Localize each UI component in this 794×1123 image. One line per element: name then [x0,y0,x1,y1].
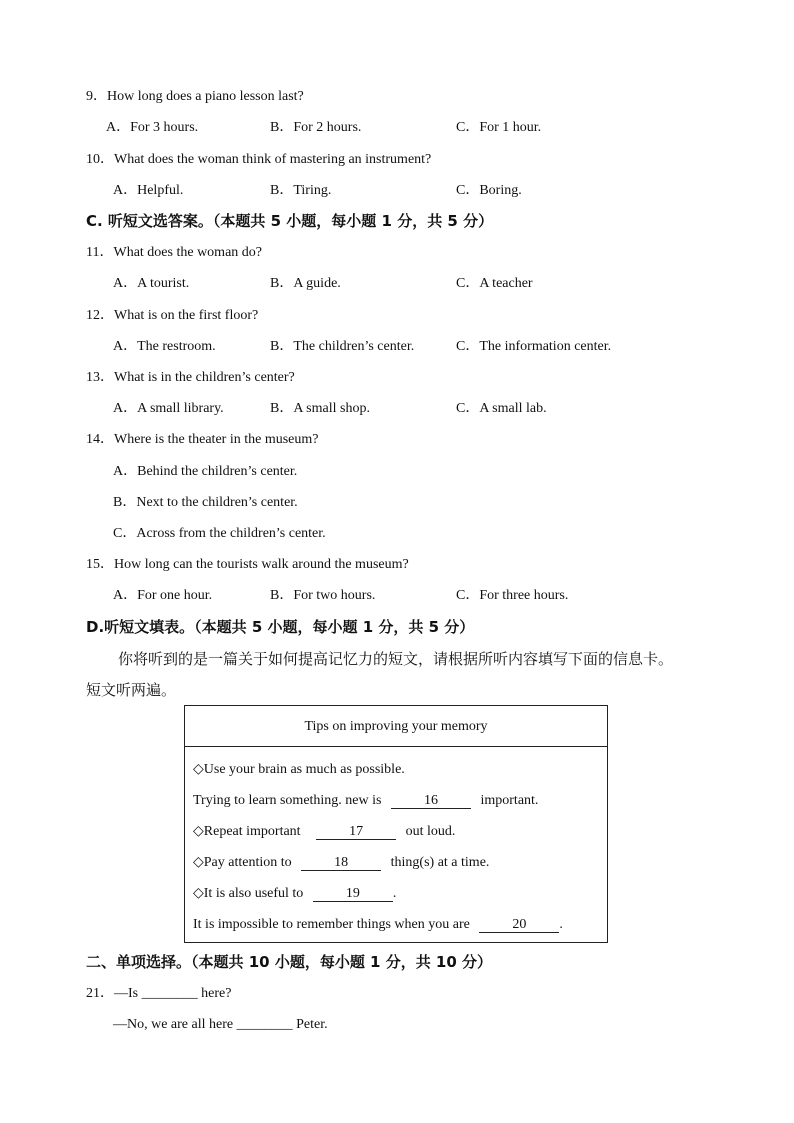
question-12: 12．What is on the first floor? [86,308,259,323]
part-2-heading: 二、单项选择。（本题共 10 小题，每小题 1 分，共 10 分） [86,953,493,971]
q9-option-c: C．For 1 hour. [456,120,542,135]
row4-text-post: thing(s) at a time. [390,855,490,870]
blank-17[interactable]: 17 [316,824,396,840]
table-title: Tips on improving your memory [185,706,607,747]
question-9: 9．How long does a piano lesson last? [86,89,304,104]
row2-text-pre: Trying to learn something. new is [193,793,382,808]
row5-text-pre: ◇It is also useful to [193,886,304,901]
q10-option-c: C．Boring. [456,183,522,198]
q14-option-c: C．Across from the children’s center. [113,526,326,541]
q9-option-b: B．For 2 hours. [270,120,362,135]
table-row-5 [193,885,396,903]
row5-text-post: . [392,886,397,901]
question-10: 10．What does the woman think of mastering an instrument? [86,152,432,167]
q12-option-b: B．The children’s center. [270,339,415,354]
q15-option-b: B．For two hours. [270,588,376,603]
section-d-instructions: 你将听到的是一篇关于如何提高记忆力的短文，请根据所听内容填写下面的信息卡。 [118,650,674,668]
section-c-heading: C. 听短文选答案。（本题共 5 小题，每小题 1 分，共 5 分） [86,212,494,230]
q14-option-b: B．Next to the children’s center. [113,495,298,510]
q13-option-c: C．A small lab. [456,401,547,416]
blank-18[interactable]: 18 [301,855,381,871]
section-d-heading: D.听短文填表。（本题共 5 小题，每小题 1 分，共 5 分） [86,618,475,636]
table-row-6 [193,916,563,934]
q14-option-a: A．Behind the children’s center. [113,464,298,479]
question-21-response: —No, we are all here ________ Peter. [113,1017,328,1032]
row6-text-pre: It is impossible to remember things when you are [193,917,470,932]
blank-19[interactable]: 19 [313,886,393,902]
question-14: 14．Where is the theater in the museum? [86,432,319,447]
question-21: 21．—Is ________ here? [86,986,232,1001]
q15-option-a: A．For one hour. [113,588,213,603]
q15-option-c: C．For three hours. [456,588,569,603]
table-row-3 [193,823,455,841]
section-d-instructions-cont: 短文听两遍。 [86,681,177,699]
row3-text-post: out loud. [405,824,456,839]
question-11: 11．What does the woman do? [86,245,262,260]
q10-option-b: B．Tiring. [270,183,332,198]
table-row-4 [193,854,489,872]
q9-option-a: A．For 3 hours. [106,120,199,135]
q13-option-a: A．A small library. [113,401,224,416]
table-row-1: ◇Use your brain as much as possible. [193,762,405,777]
q11-option-a: A．A tourist. [113,276,190,291]
q12-option-c: C．The information center. [456,339,612,354]
q11-option-c: C．A teacher [456,276,533,291]
blank-16[interactable]: 16 [391,793,471,809]
question-13: 13．What is in the children’s center? [86,370,295,385]
table-row-2 [193,792,538,810]
blank-20[interactable]: 20 [479,917,559,933]
memory-tips-table [184,705,608,943]
q11-option-b: B．A guide. [270,276,341,291]
q13-option-b: B．A small shop. [270,401,370,416]
q12-option-a: A．The restroom. [113,339,216,354]
row6-text-post: . [559,917,563,932]
row2-text-post: important. [480,793,539,808]
row3-text-pre: ◇Repeat important [193,824,301,839]
question-15: 15．How long can the tourists walk around the museum? [86,557,409,572]
q10-option-a: A．Helpful. [113,183,184,198]
row4-text-pre: ◇Pay attention to [193,855,292,870]
